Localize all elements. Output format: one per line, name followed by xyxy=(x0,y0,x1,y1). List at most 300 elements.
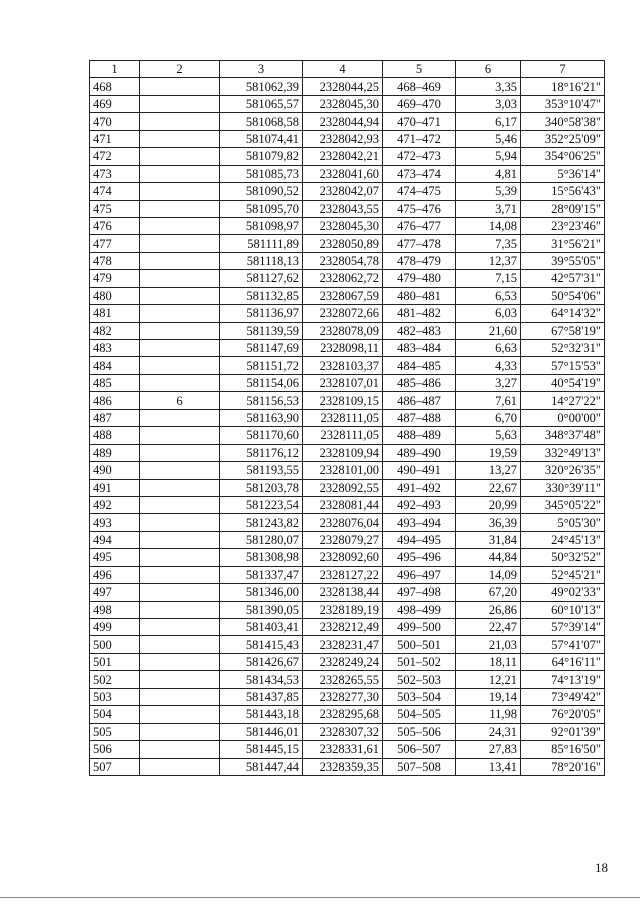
point-number-cell: 499 xyxy=(90,619,140,636)
bearing-cell: 73°49'42" xyxy=(521,688,605,705)
y-coordinate-cell: 2328067,59 xyxy=(303,287,383,304)
bearing-cell: 348°37'48" xyxy=(521,427,605,444)
bearing-cell: 40°54'19" xyxy=(521,374,605,391)
bearing-cell: 345°05'22" xyxy=(521,496,605,513)
x-coordinate-cell: 581074,41 xyxy=(220,130,303,147)
point-number-cell: 503 xyxy=(90,688,140,705)
label-cell: 6 xyxy=(140,392,220,409)
label-cell xyxy=(140,235,220,252)
x-coordinate-cell: 581446,01 xyxy=(220,723,303,740)
distance-cell: 11,98 xyxy=(456,706,521,723)
point-number-cell: 495 xyxy=(90,549,140,566)
segment-cell: 482–483 xyxy=(383,322,456,339)
label-cell xyxy=(140,78,220,95)
label-cell xyxy=(140,444,220,461)
bearing-cell: 0°00'00" xyxy=(521,409,605,426)
bearing-cell: 78°20'16" xyxy=(521,758,605,775)
label-cell xyxy=(140,200,220,217)
label-cell xyxy=(140,409,220,426)
label-cell xyxy=(140,113,220,130)
point-number-cell: 471 xyxy=(90,130,140,147)
y-coordinate-cell: 2328189,19 xyxy=(303,601,383,618)
table-row xyxy=(90,462,605,479)
footer-divider xyxy=(0,897,640,898)
point-number-cell: 504 xyxy=(90,706,140,723)
x-coordinate-cell: 581139,59 xyxy=(220,322,303,339)
y-coordinate-cell: 2328359,35 xyxy=(303,758,383,775)
table-row xyxy=(90,549,605,566)
y-coordinate-cell: 2328092,60 xyxy=(303,549,383,566)
segment-cell: 477–478 xyxy=(383,235,456,252)
segment-cell: 479–480 xyxy=(383,270,456,287)
distance-cell: 12,21 xyxy=(456,671,521,688)
point-number-cell: 493 xyxy=(90,514,140,531)
bearing-cell: 60°10'13" xyxy=(521,601,605,618)
label-cell xyxy=(140,688,220,705)
x-coordinate-cell: 581062,39 xyxy=(220,78,303,95)
label-cell xyxy=(140,462,220,479)
segment-cell: 505–506 xyxy=(383,723,456,740)
distance-cell: 19,59 xyxy=(456,444,521,461)
point-number-cell: 484 xyxy=(90,357,140,374)
x-coordinate-cell: 581095,70 xyxy=(220,200,303,217)
bearing-cell: 28°09'15" xyxy=(521,200,605,217)
segment-cell: 476–477 xyxy=(383,217,456,234)
x-coordinate-cell: 581223,54 xyxy=(220,496,303,513)
segment-cell: 483–484 xyxy=(383,340,456,357)
segment-cell: 478–479 xyxy=(383,252,456,269)
x-coordinate-cell: 581136,97 xyxy=(220,305,303,322)
x-coordinate-cell: 581170,60 xyxy=(220,427,303,444)
distance-cell: 6,63 xyxy=(456,340,521,357)
point-number-cell: 481 xyxy=(90,305,140,322)
x-coordinate-cell: 581111,89 xyxy=(220,235,303,252)
y-coordinate-cell: 2328265,55 xyxy=(303,671,383,688)
distance-cell: 67,20 xyxy=(456,584,521,601)
label-cell xyxy=(140,584,220,601)
point-number-cell: 486 xyxy=(90,392,140,409)
distance-cell: 31,84 xyxy=(456,531,521,548)
segment-cell: 468–469 xyxy=(383,78,456,95)
table-row xyxy=(90,235,605,252)
point-number-cell: 468 xyxy=(90,78,140,95)
y-coordinate-cell: 2328044,94 xyxy=(303,113,383,130)
segment-cell: 506–507 xyxy=(383,741,456,758)
distance-cell: 22,67 xyxy=(456,479,521,496)
bearing-cell: 31°56'21" xyxy=(521,235,605,252)
label-cell xyxy=(140,653,220,670)
table-row xyxy=(90,322,605,339)
x-coordinate-cell: 581098,97 xyxy=(220,217,303,234)
label-cell xyxy=(140,357,220,374)
segment-cell: 492–493 xyxy=(383,496,456,513)
y-coordinate-cell: 2328231,47 xyxy=(303,636,383,653)
x-coordinate-cell: 581447,44 xyxy=(220,758,303,775)
table-row xyxy=(90,514,605,531)
distance-cell: 12,37 xyxy=(456,252,521,269)
distance-cell: 7,61 xyxy=(456,392,521,409)
x-coordinate-cell: 581132,85 xyxy=(220,287,303,304)
point-number-cell: 489 xyxy=(90,444,140,461)
y-coordinate-cell: 2328043,55 xyxy=(303,200,383,217)
distance-cell: 6,70 xyxy=(456,409,521,426)
distance-cell: 24,31 xyxy=(456,723,521,740)
point-number-cell: 492 xyxy=(90,496,140,513)
point-number-cell: 476 xyxy=(90,217,140,234)
label-cell xyxy=(140,723,220,740)
y-coordinate-cell: 2328107,01 xyxy=(303,374,383,391)
x-coordinate-cell: 581390,05 xyxy=(220,601,303,618)
bearing-cell: 85°16'50" xyxy=(521,741,605,758)
y-coordinate-cell: 2328042,21 xyxy=(303,148,383,165)
segment-cell: 489–490 xyxy=(383,444,456,461)
distance-cell: 44,84 xyxy=(456,549,521,566)
distance-cell: 3,71 xyxy=(456,200,521,217)
x-coordinate-cell: 581151,72 xyxy=(220,357,303,374)
label-cell xyxy=(140,165,220,182)
point-number-cell: 496 xyxy=(90,566,140,583)
segment-cell: 500–501 xyxy=(383,636,456,653)
y-coordinate-cell: 2328072,66 xyxy=(303,305,383,322)
y-coordinate-cell: 2328249,24 xyxy=(303,653,383,670)
x-coordinate-cell: 581280,07 xyxy=(220,531,303,548)
table-row xyxy=(90,217,605,234)
y-coordinate-cell: 2328098,11 xyxy=(303,340,383,357)
point-number-cell: 487 xyxy=(90,409,140,426)
label-cell xyxy=(140,706,220,723)
bearing-cell: 50°32'52" xyxy=(521,549,605,566)
y-coordinate-cell: 2328109,15 xyxy=(303,392,383,409)
distance-cell: 7,15 xyxy=(456,270,521,287)
table-row xyxy=(90,148,605,165)
x-coordinate-cell: 581090,52 xyxy=(220,183,303,200)
x-coordinate-cell: 581403,41 xyxy=(220,619,303,636)
point-number-cell: 469 xyxy=(90,95,140,112)
column-header-1: 1 xyxy=(90,61,140,78)
label-cell xyxy=(140,741,220,758)
distance-cell: 19,14 xyxy=(456,688,521,705)
label-cell xyxy=(140,514,220,531)
page-number: 18 xyxy=(595,860,608,875)
bearing-cell: 340°58'38" xyxy=(521,113,605,130)
table-row xyxy=(90,409,605,426)
distance-cell: 5,46 xyxy=(456,130,521,147)
segment-cell: 496–497 xyxy=(383,566,456,583)
point-number-cell: 474 xyxy=(90,183,140,200)
label-cell xyxy=(140,758,220,775)
bearing-cell: 67°58'19" xyxy=(521,322,605,339)
table-row xyxy=(90,165,605,182)
bearing-cell: 57°41'07" xyxy=(521,636,605,653)
table-row xyxy=(90,496,605,513)
table-row xyxy=(90,340,605,357)
bearing-cell: 5°36'14" xyxy=(521,165,605,182)
segment-cell: 471–472 xyxy=(383,130,456,147)
x-coordinate-cell: 581346,00 xyxy=(220,584,303,601)
y-coordinate-cell: 2328078,09 xyxy=(303,322,383,339)
segment-cell: 488–489 xyxy=(383,427,456,444)
column-header-3: 3 xyxy=(220,61,303,78)
distance-cell: 14,09 xyxy=(456,566,521,583)
y-coordinate-cell: 2328307,32 xyxy=(303,723,383,740)
bearing-cell: 354°06'25" xyxy=(521,148,605,165)
label-cell xyxy=(140,270,220,287)
segment-cell: 485–486 xyxy=(383,374,456,391)
table-row xyxy=(90,200,605,217)
point-number-cell: 494 xyxy=(90,531,140,548)
y-coordinate-cell: 2328042,93 xyxy=(303,130,383,147)
label-cell xyxy=(140,427,220,444)
x-coordinate-cell: 581118,13 xyxy=(220,252,303,269)
segment-cell: 499–500 xyxy=(383,619,456,636)
bearing-cell: 52°45'21" xyxy=(521,566,605,583)
table-row xyxy=(90,723,605,740)
y-coordinate-cell: 2328295,68 xyxy=(303,706,383,723)
x-coordinate-cell: 581434,53 xyxy=(220,671,303,688)
table-row xyxy=(90,305,605,322)
x-coordinate-cell: 581437,85 xyxy=(220,688,303,705)
x-coordinate-cell: 581445,15 xyxy=(220,741,303,758)
distance-cell: 21,03 xyxy=(456,636,521,653)
point-number-cell: 488 xyxy=(90,427,140,444)
label-cell xyxy=(140,549,220,566)
table-row xyxy=(90,183,605,200)
x-coordinate-cell: 581127,62 xyxy=(220,270,303,287)
x-coordinate-cell: 581079,82 xyxy=(220,148,303,165)
point-number-cell: 483 xyxy=(90,340,140,357)
bearing-cell: 64°14'32" xyxy=(521,305,605,322)
point-number-cell: 478 xyxy=(90,252,140,269)
segment-cell: 474–475 xyxy=(383,183,456,200)
segment-cell: 470–471 xyxy=(383,113,456,130)
x-coordinate-cell: 581193,55 xyxy=(220,462,303,479)
coordinates-table xyxy=(89,60,605,776)
table-row xyxy=(90,392,605,409)
segment-cell: 487–488 xyxy=(383,409,456,426)
table-row xyxy=(90,706,605,723)
x-coordinate-cell: 581068,58 xyxy=(220,113,303,130)
bearing-cell: 49°02'33" xyxy=(521,584,605,601)
point-number-cell: 482 xyxy=(90,322,140,339)
bearing-cell: 23°23'46" xyxy=(521,217,605,234)
x-coordinate-cell: 581147,69 xyxy=(220,340,303,357)
distance-cell: 6,53 xyxy=(456,287,521,304)
x-coordinate-cell: 581085,73 xyxy=(220,165,303,182)
table-row xyxy=(90,479,605,496)
distance-cell: 3,35 xyxy=(456,78,521,95)
distance-cell: 5,94 xyxy=(456,148,521,165)
y-coordinate-cell: 2328041,60 xyxy=(303,165,383,182)
distance-cell: 21,60 xyxy=(456,322,521,339)
distance-cell: 3,03 xyxy=(456,95,521,112)
label-cell xyxy=(140,322,220,339)
segment-cell: 504–505 xyxy=(383,706,456,723)
distance-cell: 5,63 xyxy=(456,427,521,444)
table-row xyxy=(90,566,605,583)
y-coordinate-cell: 2328127,22 xyxy=(303,566,383,583)
label-cell xyxy=(140,479,220,496)
column-header-2: 2 xyxy=(140,61,220,78)
point-number-cell: 507 xyxy=(90,758,140,775)
table-row xyxy=(90,636,605,653)
x-coordinate-cell: 581065,57 xyxy=(220,95,303,112)
y-coordinate-cell: 2328042,07 xyxy=(303,183,383,200)
distance-cell: 4,33 xyxy=(456,357,521,374)
segment-cell: 473–474 xyxy=(383,165,456,182)
bearing-cell: 92°01'39" xyxy=(521,723,605,740)
bearing-cell: 332°49'13" xyxy=(521,444,605,461)
label-cell xyxy=(140,287,220,304)
y-coordinate-cell: 2328109,94 xyxy=(303,444,383,461)
table-row xyxy=(90,427,605,444)
label-cell xyxy=(140,252,220,269)
distance-cell: 18,11 xyxy=(456,653,521,670)
y-coordinate-cell: 2328044,25 xyxy=(303,78,383,95)
distance-cell: 6,17 xyxy=(456,113,521,130)
segment-cell: 469–470 xyxy=(383,95,456,112)
bearing-cell: 57°15'53" xyxy=(521,357,605,374)
y-coordinate-cell: 2328081,44 xyxy=(303,496,383,513)
label-cell xyxy=(140,340,220,357)
table-row xyxy=(90,78,605,95)
table-row xyxy=(90,584,605,601)
distance-cell: 3,27 xyxy=(456,374,521,391)
label-cell xyxy=(140,183,220,200)
point-number-cell: 501 xyxy=(90,653,140,670)
y-coordinate-cell: 2328138,44 xyxy=(303,584,383,601)
bearing-cell: 76°20'05" xyxy=(521,706,605,723)
segment-cell: 491–492 xyxy=(383,479,456,496)
distance-cell: 20,99 xyxy=(456,496,521,513)
table-row xyxy=(90,741,605,758)
bearing-cell: 18°16'21" xyxy=(521,78,605,95)
table-row xyxy=(90,758,605,775)
distance-cell: 5,39 xyxy=(456,183,521,200)
table-row xyxy=(90,270,605,287)
label-cell xyxy=(140,95,220,112)
point-number-cell: 479 xyxy=(90,270,140,287)
bearing-cell: 42°57'31" xyxy=(521,270,605,287)
table-row xyxy=(90,601,605,618)
table-row xyxy=(90,357,605,374)
point-number-cell: 498 xyxy=(90,601,140,618)
table-row xyxy=(90,619,605,636)
x-coordinate-cell: 581243,82 xyxy=(220,514,303,531)
table-row xyxy=(90,95,605,112)
column-header-7: 7 xyxy=(521,61,605,78)
y-coordinate-cell: 2328092,55 xyxy=(303,479,383,496)
y-coordinate-cell: 2328212,49 xyxy=(303,619,383,636)
y-coordinate-cell: 2328331,61 xyxy=(303,741,383,758)
y-coordinate-cell: 2328045,30 xyxy=(303,95,383,112)
table-row xyxy=(90,130,605,147)
segment-cell: 497–498 xyxy=(383,584,456,601)
column-header-6: 6 xyxy=(456,61,521,78)
segment-cell: 481–482 xyxy=(383,305,456,322)
y-coordinate-cell: 2328045,30 xyxy=(303,217,383,234)
y-coordinate-cell: 2328054,78 xyxy=(303,252,383,269)
x-coordinate-cell: 581203,78 xyxy=(220,479,303,496)
segment-cell: 501–502 xyxy=(383,653,456,670)
y-coordinate-cell: 2328111,05 xyxy=(303,409,383,426)
column-header-4: 4 xyxy=(303,61,383,78)
segment-cell: 475–476 xyxy=(383,200,456,217)
label-cell xyxy=(140,148,220,165)
y-coordinate-cell: 2328103,37 xyxy=(303,357,383,374)
segment-cell: 490–491 xyxy=(383,462,456,479)
x-coordinate-cell: 581163,90 xyxy=(220,409,303,426)
table-row xyxy=(90,688,605,705)
bearing-cell: 320°26'35" xyxy=(521,462,605,479)
y-coordinate-cell: 2328101,00 xyxy=(303,462,383,479)
x-coordinate-cell: 581337,47 xyxy=(220,566,303,583)
distance-cell: 4,81 xyxy=(456,165,521,182)
segment-cell: 480–481 xyxy=(383,287,456,304)
distance-cell: 27,83 xyxy=(456,741,521,758)
distance-cell: 7,35 xyxy=(456,235,521,252)
segment-cell: 472–473 xyxy=(383,148,456,165)
segment-cell: 484–485 xyxy=(383,357,456,374)
table-row xyxy=(90,374,605,391)
x-coordinate-cell: 581426,67 xyxy=(220,653,303,670)
point-number-cell: 502 xyxy=(90,671,140,688)
bearing-cell: 353°10'47" xyxy=(521,95,605,112)
point-number-cell: 497 xyxy=(90,584,140,601)
x-coordinate-cell: 581154,06 xyxy=(220,374,303,391)
bearing-cell: 5°05'30" xyxy=(521,514,605,531)
bearing-cell: 64°16'11" xyxy=(521,653,605,670)
point-number-cell: 477 xyxy=(90,235,140,252)
segment-cell: 507–508 xyxy=(383,758,456,775)
label-cell xyxy=(140,601,220,618)
bearing-cell: 50°54'06" xyxy=(521,287,605,304)
table-row xyxy=(90,252,605,269)
point-number-cell: 472 xyxy=(90,148,140,165)
bearing-cell: 39°55'05" xyxy=(521,252,605,269)
distance-cell: 13,27 xyxy=(456,462,521,479)
distance-cell: 26,86 xyxy=(456,601,521,618)
y-coordinate-cell: 2328076,04 xyxy=(303,514,383,531)
distance-cell: 22,47 xyxy=(456,619,521,636)
point-number-cell: 475 xyxy=(90,200,140,217)
table-body xyxy=(90,78,605,776)
point-number-cell: 506 xyxy=(90,741,140,758)
segment-cell: 493–494 xyxy=(383,514,456,531)
y-coordinate-cell: 2328111,05 xyxy=(303,427,383,444)
segment-cell: 503–504 xyxy=(383,688,456,705)
y-coordinate-cell: 2328277,30 xyxy=(303,688,383,705)
label-cell xyxy=(140,305,220,322)
distance-cell: 13,41 xyxy=(456,758,521,775)
label-cell xyxy=(140,619,220,636)
point-number-cell: 473 xyxy=(90,165,140,182)
table-row xyxy=(90,653,605,670)
label-cell xyxy=(140,130,220,147)
bearing-cell: 52°32'31" xyxy=(521,340,605,357)
bearing-cell: 14°27'22" xyxy=(521,392,605,409)
label-cell xyxy=(140,671,220,688)
segment-cell: 498–499 xyxy=(383,601,456,618)
point-number-cell: 485 xyxy=(90,374,140,391)
x-coordinate-cell: 581156,53 xyxy=(220,392,303,409)
bearing-cell: 352°25'09" xyxy=(521,130,605,147)
point-number-cell: 491 xyxy=(90,479,140,496)
point-number-cell: 470 xyxy=(90,113,140,130)
label-cell xyxy=(140,374,220,391)
segment-cell: 502–503 xyxy=(383,671,456,688)
table-row xyxy=(90,113,605,130)
x-coordinate-cell: 581308,98 xyxy=(220,549,303,566)
